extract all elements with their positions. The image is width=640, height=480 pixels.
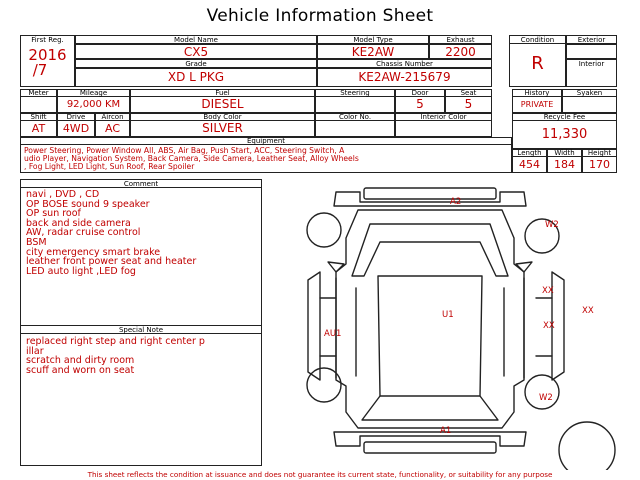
steering-label: Steering	[340, 89, 370, 97]
grade-label: Grade	[185, 60, 207, 68]
mileage-label: Mileage	[79, 89, 108, 97]
color-no-label: Color No.	[338, 113, 372, 121]
equipment-label: Equipment	[247, 137, 285, 145]
drive-label: Drive	[66, 113, 86, 121]
comment-line: AW, radar cruise control	[26, 227, 141, 239]
equipment-line: udio Player, Navigation System, Back Camera, Side Camera, Leather Seat, Alloy Wheels	[24, 154, 359, 163]
interior-label: Interior	[578, 60, 605, 68]
equipment-line: Power Steering, Power Window All, ABS, Air Bag, Push Start, ACC, Steering Switch, A	[24, 146, 345, 155]
exhaust-label: Exhaust	[446, 36, 475, 44]
exterior-label: Exterior	[577, 36, 606, 44]
mileage-value: 92,000 KM	[66, 99, 121, 110]
condition-value: R	[531, 53, 544, 74]
door-label: Door	[411, 89, 429, 97]
car-damage-diagram	[300, 180, 630, 470]
comment-line: LED auto light ,LED fog	[26, 265, 136, 277]
damage-mark-xx-1: XX	[542, 286, 554, 296]
special-note-line: scuff and worn on seat	[26, 364, 135, 376]
shift-value: AT	[31, 122, 46, 135]
comment-line: BSM	[26, 236, 47, 248]
recycle-fee-label: Recycle Fee	[543, 113, 586, 121]
special-note-label: Special Note	[118, 326, 164, 334]
condition-label: Condition	[520, 36, 555, 44]
damage-mark-au1: AU1	[324, 329, 342, 339]
width-label: Width	[554, 149, 575, 157]
first-reg-month: /7	[32, 61, 48, 79]
model-name-value: CX5	[183, 45, 209, 59]
special-note-list	[26, 337, 205, 375]
drive-value: 4WD	[62, 122, 90, 135]
fuel-value: DIESEL	[201, 97, 244, 111]
comment-line: navi , DVD , CD	[26, 189, 100, 200]
shift-label: Shift	[30, 113, 47, 121]
chassis-number-value: KE2AW-215679	[358, 70, 451, 84]
special-note-line: replaced right step and right center p	[26, 336, 205, 347]
door-value: 5	[416, 97, 424, 111]
body-color-value: SILVER	[202, 121, 243, 135]
damage-mark-a2: A2	[450, 197, 462, 207]
height-value: 170	[589, 158, 610, 171]
damage-mark-a1: A1	[440, 426, 452, 436]
special-note-line: illar	[26, 345, 44, 357]
damage-mark-w2-bottom: W2	[539, 393, 553, 403]
damage-mark-xx-3: XX	[543, 321, 555, 331]
length-value: 454	[519, 158, 540, 171]
model-type-label: Model Type	[353, 36, 393, 44]
damage-mark-w2-top: W2	[545, 220, 559, 230]
interior-color-label: Interior Color	[420, 113, 467, 121]
first-reg-label: First Reg.	[31, 36, 64, 44]
width-value: 184	[554, 158, 575, 171]
aircon-label: Aircon	[101, 113, 124, 121]
comment-line: OP sun roof	[26, 208, 81, 220]
first-reg-year: 2016	[28, 46, 67, 64]
equipment-text	[24, 147, 464, 171]
recycle-fee-value: 11,330	[541, 127, 588, 142]
sheet-title: Vehicle Information Sheet	[206, 6, 434, 26]
body-color-label: Body Color	[203, 113, 242, 121]
meter-label: Meter	[28, 89, 49, 97]
exhaust-value: 2200	[445, 45, 476, 59]
aircon-value: AC	[104, 122, 120, 135]
height-label: Height	[587, 149, 612, 157]
disclaimer-footer: This sheet reflects the condition at issuance and does not guarantee its current state, functionality, or suitability for any purpose	[87, 470, 553, 479]
grade-value: XD L PKG	[167, 70, 225, 84]
syaken-label: Syaken	[576, 89, 603, 97]
comment-line: leather front power seat and heater	[26, 256, 197, 268]
history-label: History	[524, 89, 550, 97]
model-type-value: KE2AW	[351, 45, 395, 59]
history-value: PRIVATE	[520, 100, 554, 109]
damage-mark-u1: U1	[442, 310, 454, 320]
equipment-line: , Fog Light, LED Light, Sun Roof, Rear Spoiler	[24, 162, 195, 171]
fuel-label: Fuel	[215, 89, 230, 97]
comment-line: OP BOSE sound 9 speaker	[26, 198, 150, 210]
length-label: Length	[517, 149, 542, 157]
chassis-number-label: Chassis Number	[376, 60, 433, 68]
comment-line: back and side camera	[26, 217, 131, 229]
comment-label: Comment	[123, 180, 159, 188]
comment-line: city emergency smart brake	[26, 246, 161, 258]
damage-mark-xx-2: XX	[582, 306, 594, 316]
special-note-line: scratch and dirty room	[26, 355, 135, 367]
seat-value: 5	[464, 97, 473, 111]
seat-label: Seat	[460, 89, 477, 97]
comment-list	[26, 190, 196, 276]
model-name-label: Model Name	[174, 36, 218, 44]
